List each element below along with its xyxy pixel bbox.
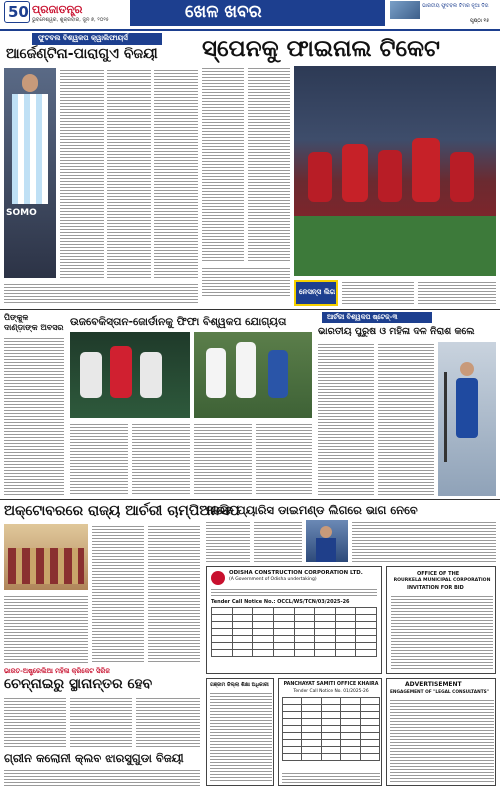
masthead <box>0 0 500 30</box>
story7-body-3 <box>352 520 496 562</box>
headline-8: ଚେନ୍ନାଇରୁ ସ୍ଥାନାନ୍ତର ହେବ <box>4 676 153 692</box>
headline-1: ଆର୍ଜେଣ୍ଟିନା-ପାରାଗୁଏ ବିଜୟୀ <box>6 46 158 62</box>
ganjam-notice-ad <box>206 678 274 786</box>
story5-body-1 <box>318 342 374 496</box>
kicker-1: ଫୁଟବଲ ବିଶ୍ୱକପ କ୍ୱାଲିଫାୟର୍ସ <box>38 34 128 42</box>
ganjam-title: ଗଞ୍ଜାମ ଜିଲ୍ଲା ଶିକ୍ଷା ଅଧିକାରୀ <box>210 682 269 688</box>
divider-1 <box>0 309 500 310</box>
paper-name: ପ୍ରଜାତନ୍ତ୍ର <box>32 3 83 16</box>
uzbekistan-photo <box>194 332 312 418</box>
story2-body-5 <box>418 280 496 306</box>
rmc-title-1: OFFICE OF THE <box>417 571 460 577</box>
occl-logo <box>211 571 225 585</box>
story7-body-2 <box>254 520 302 562</box>
headline-4: ଉଜବେକିସ୍ତାନ-ଜୋର୍ଡାନକୁ ଫିଫା ବିଶ୍ୱକପ ଯୋଗ୍ୟତା <box>70 316 287 328</box>
legal-subtitle: ENGAGEMENT OF "LEGAL CONSULTANTS" <box>390 690 489 695</box>
divider-2 <box>0 499 500 500</box>
kicker-box-1 <box>32 33 162 45</box>
story6-body-1 <box>4 594 88 664</box>
headline-3: ପିଙ୍କୁଳ ଦାଣ୍ଡ଼ାଙ୍କ ଅବସର <box>4 313 64 332</box>
headline-5: ଭାରତୀୟ ପୁରୁଷ ଓ ମହିଳା ଦଳ ନିରାଶ କଲେ <box>318 326 475 337</box>
story7-body-1 <box>206 520 250 562</box>
story2-body-2 <box>248 66 290 262</box>
story2-body-3 <box>202 266 290 296</box>
headline-9: ଗ୍ରୀନ କଲୋନୀ କ୍ଲବ ଝାରସୁଗୁଡା ବିଜୟୀ <box>4 751 184 765</box>
story8-body-2 <box>70 696 132 748</box>
jordan-photo <box>70 332 190 418</box>
panchayat-tender-ad <box>278 678 382 786</box>
story6-body-2 <box>92 524 144 664</box>
occl-subtitle: (A Government of Odisha undertaking) <box>229 577 317 582</box>
logo-number: 50 <box>8 3 29 21</box>
page-number: ପୃଷ୍ଠା ୧୫ <box>470 18 490 24</box>
masthead-rule <box>0 29 500 31</box>
story1-body-2 <box>107 68 151 280</box>
badge-label: ନେସନ୍ସ ଲିଗ <box>299 288 336 296</box>
ps-table <box>282 697 380 767</box>
archery-group-photo <box>4 524 88 590</box>
story9-body <box>4 768 200 786</box>
story3-body <box>4 336 64 496</box>
story4-body-2 <box>132 422 190 496</box>
story4-body-3 <box>194 422 252 496</box>
ps-notice: Tender Call Notice No. 01/2025-26 <box>293 689 369 694</box>
neeraj-photo <box>306 520 348 562</box>
rmc-bid-ad <box>386 566 496 674</box>
headline-2: ସ୍ପେନକୁ ଫାଇନାଲ ଟିକେଟ <box>202 36 440 62</box>
logo-badge <box>4 1 30 23</box>
rmc-title-3: INVITATION FOR BID <box>407 585 464 591</box>
ps-title: PANCHAYAT SAMITI OFFICE KHAIRA <box>283 682 379 687</box>
occl-tender-ad <box>206 566 382 674</box>
date-line: ଭୁବନେଶ୍ୱର, ଶୁକ୍ରବାର, ଜୁନ ୭, ୨୦୨୫ <box>32 17 109 23</box>
archer-photo <box>438 342 496 496</box>
occl-address <box>211 587 377 597</box>
ps-footer <box>282 771 380 783</box>
rmc-title-2: ROURKELA MUNICIPAL CORPORATION <box>393 578 491 583</box>
spain-team-photo <box>294 66 496 276</box>
kicker-8: ଭାରତ-ଅଷ୍ଟ୍ରେଲିଆ ମହିଳା କ୍ରିକେଟ ସିରିଜ <box>4 667 110 675</box>
jersey-text: SOMO <box>6 208 37 218</box>
story2-body-1 <box>202 66 244 262</box>
occl-org: ODISHA CONSTRUCTION CORPORATION LTD. <box>229 570 363 576</box>
legal-consultants-ad <box>386 678 496 786</box>
section-banner <box>130 0 385 26</box>
teaser-text: ଭାରତୀୟ ଫୁଟବଲ ଟିମର ନୂଆ ଦିଗ <box>422 3 489 9</box>
kicker-5: ଆର୍ଚରୀ ବିଶ୍ୱକପ ଷ୍ଟେଜ୍-୩ <box>327 313 398 321</box>
story1-body-3 <box>154 68 198 280</box>
headline-6: ଅକ୍ଟୋବରରେ ରାଜ୍ୟ ଆର୍ଚରୀ ଚାମ୍ପିଅନସିପ <box>4 503 240 519</box>
story4-body-1 <box>70 422 128 496</box>
occl-notice: Tender Call Notice No.: OCCL/WS/TCN/03/2025-26 <box>211 599 350 605</box>
section-title: ଖେଳ ଖବର <box>185 2 262 22</box>
occl-table-grid <box>211 607 377 657</box>
kicker-box-5 <box>322 312 432 323</box>
headline-7: ନୀରଜ ପ୍ୟାରିସ ଡାଇମଣ୍ଡ ଲିଗରେ ଭାଗ ନେବେ <box>206 503 418 517</box>
story1-body-1 <box>60 68 104 280</box>
story2-body-4 <box>342 280 414 306</box>
nations-league-badge <box>294 280 338 306</box>
ganjam-body <box>210 691 272 783</box>
story1-caption <box>4 282 198 304</box>
legal-title: ADVERTISEMENT <box>405 681 462 688</box>
story8-body-3 <box>136 696 200 748</box>
story8-body-1 <box>4 696 66 748</box>
rmc-body <box>391 594 493 670</box>
occl-table <box>211 607 377 665</box>
ps-table-grid <box>282 697 380 761</box>
story5-body-2 <box>378 342 434 496</box>
story4-body-4 <box>256 422 312 496</box>
story6-body-3 <box>148 524 200 664</box>
teaser-photo <box>390 1 420 19</box>
argentina-player-photo <box>4 68 56 278</box>
legal-body <box>390 698 494 783</box>
